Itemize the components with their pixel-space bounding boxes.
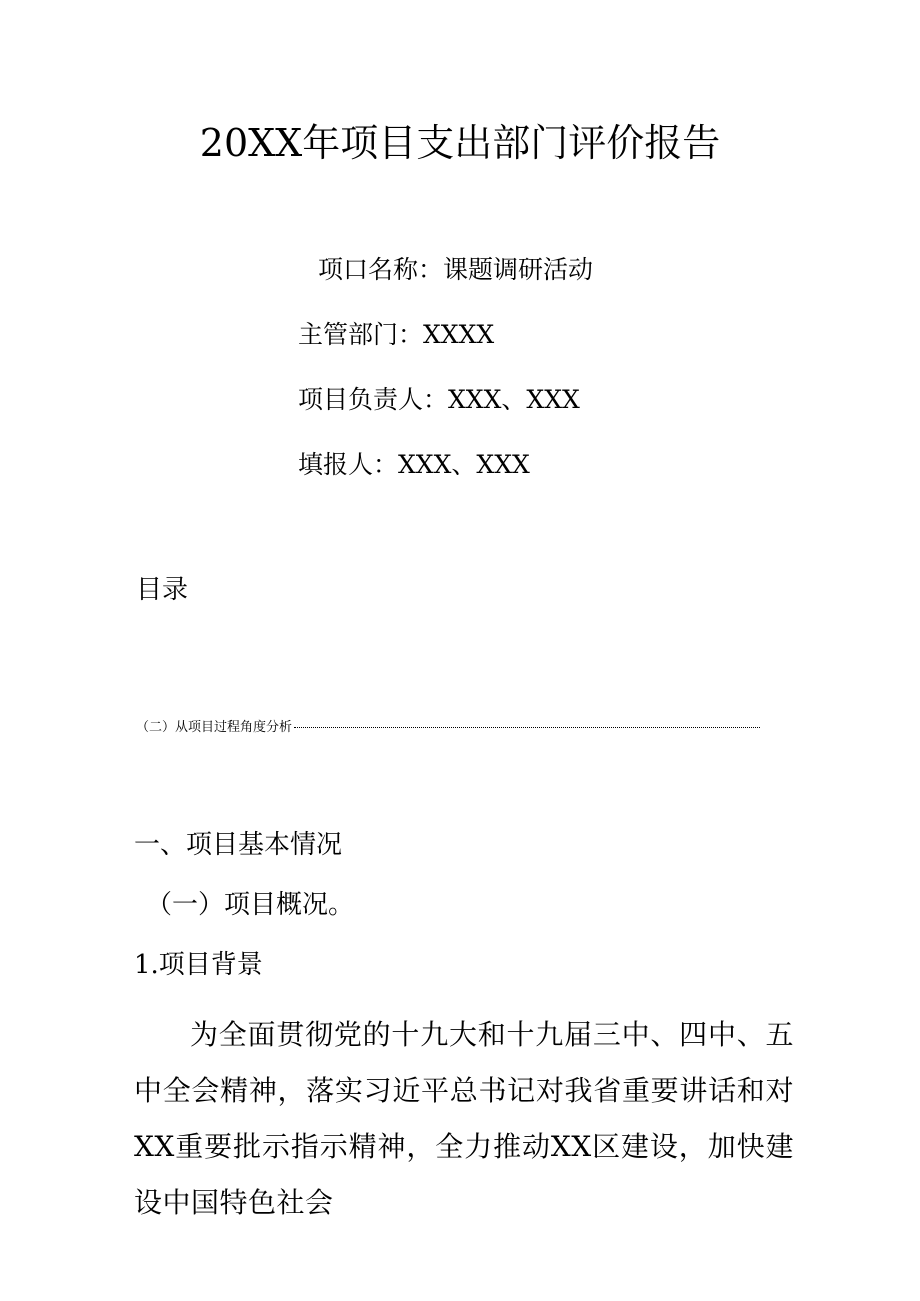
filled-by: 填报人：XXX、XXX <box>298 450 530 479</box>
toc-dot-leader <box>294 727 760 728</box>
body-paragraph: 为全面贯彻党的十九大和十九届三中、四中、五中全会精神，落实习近平总书记对我省重要讲话和对XX重要批示指示精神，全力推动XX区建设，加快建设中国特色社会 <box>134 1018 794 1219</box>
toc-entry-label: （二）从项目过程角度分析 <box>136 719 293 734</box>
project-leader: 项目负责人：XXX、XXX <box>298 385 580 414</box>
department: 主管部门：XXXX <box>298 320 495 349</box>
project-name: 项口名称：课题调研活动 <box>318 255 594 284</box>
subsection-heading: （一）项目概况。 <box>146 890 355 920</box>
toc-heading: 目录 <box>136 575 189 605</box>
toc-entry[interactable] <box>136 718 760 736</box>
section-heading: 一、项目基本情况 <box>134 830 343 860</box>
item-heading: 1.项目背景 <box>134 950 263 980</box>
report-title: 20XX年项目支出部门评价报告 <box>199 121 721 165</box>
